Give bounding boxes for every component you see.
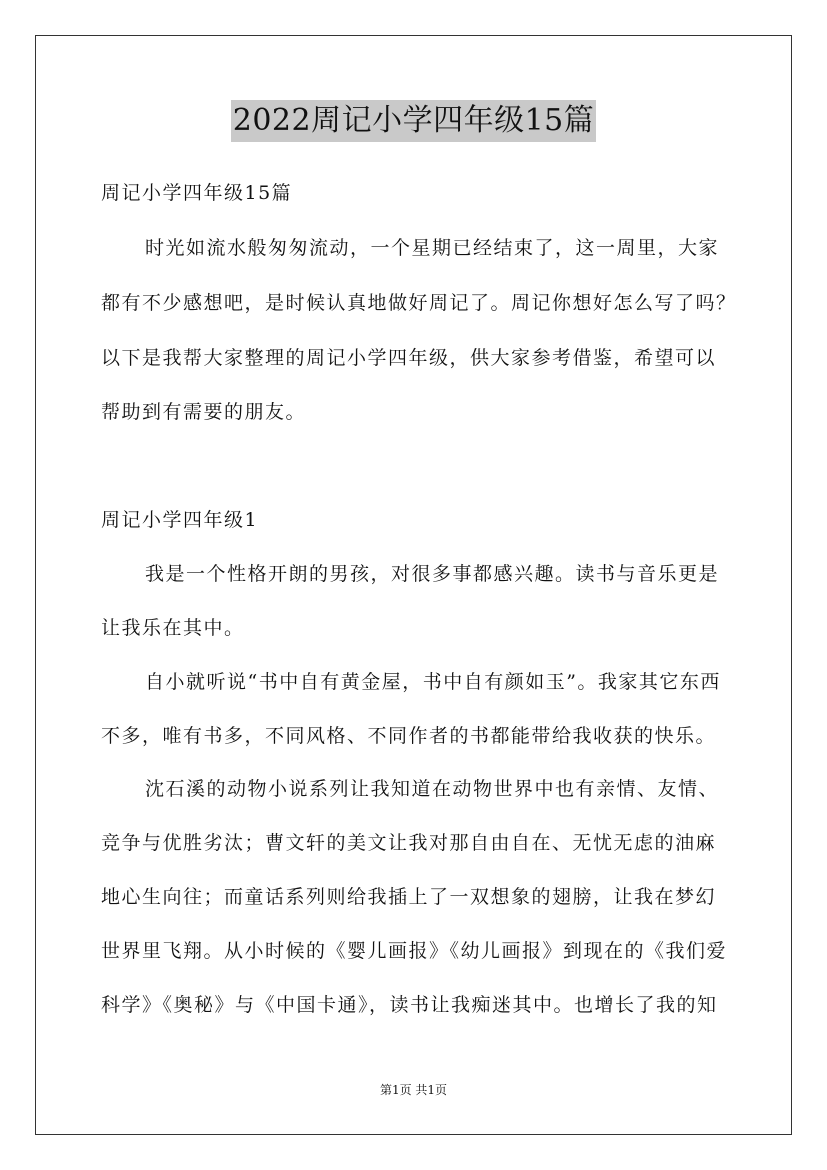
body-line: 地心生向往；而童话系列则给我插上了一双想象的翅膀，让我在梦幻 [101,886,717,908]
body-line: 不多，唯有书多，不同风格、不同作者的书都能带给我收获的快乐。 [101,725,717,747]
body-line: 自小就听说“书中自有黄金屋，书中自有颜如玉”。我家其它东西 [145,671,721,693]
intro-line: 帮助到有需要的朋友。 [101,401,307,423]
body-line: 我是一个性格开朗的男孩，对很多事都感兴趣。读书与音乐更是 [145,563,720,585]
section-heading: 周记小学四年级1 [101,509,259,531]
body-line: 世界里飞翔。从小时候的《婴儿画报》《幼儿画报》到现在的《我们爱 [101,940,728,962]
intro-line: 都有不少感想吧，是时候认真地做好周记了。周记你想好怎么写了吗？ [101,292,737,314]
intro-line: 以下是我帮大家整理的周记小学四年级，供大家参考借鉴，希望可以 [101,347,717,369]
document-title-text: 2022周记小学四年级15篇 [231,100,597,142]
body-line: 让我乐在其中。 [101,617,245,639]
body-line: 科学》《奥秘》与《中国卡通》，读书让我痴迷其中。也增长了我的知 [101,994,718,1016]
body-line: 竞争与优胜劣汰；曹文轩的美文让我对那自由自在、无忧无虑的油麻 [101,832,717,854]
subtitle: 周记小学四年级15篇 [101,182,293,204]
document-title [0,100,827,142]
body-line: 沈石溪的动物小说系列让我知道在动物世界中也有亲情、友情、 [145,778,720,800]
page-footer: 第1页 共1页 [379,1083,448,1097]
intro-line: 时光如流水般匆匆流动，一个星期已经结束了，这一周里，大家 [145,237,720,259]
